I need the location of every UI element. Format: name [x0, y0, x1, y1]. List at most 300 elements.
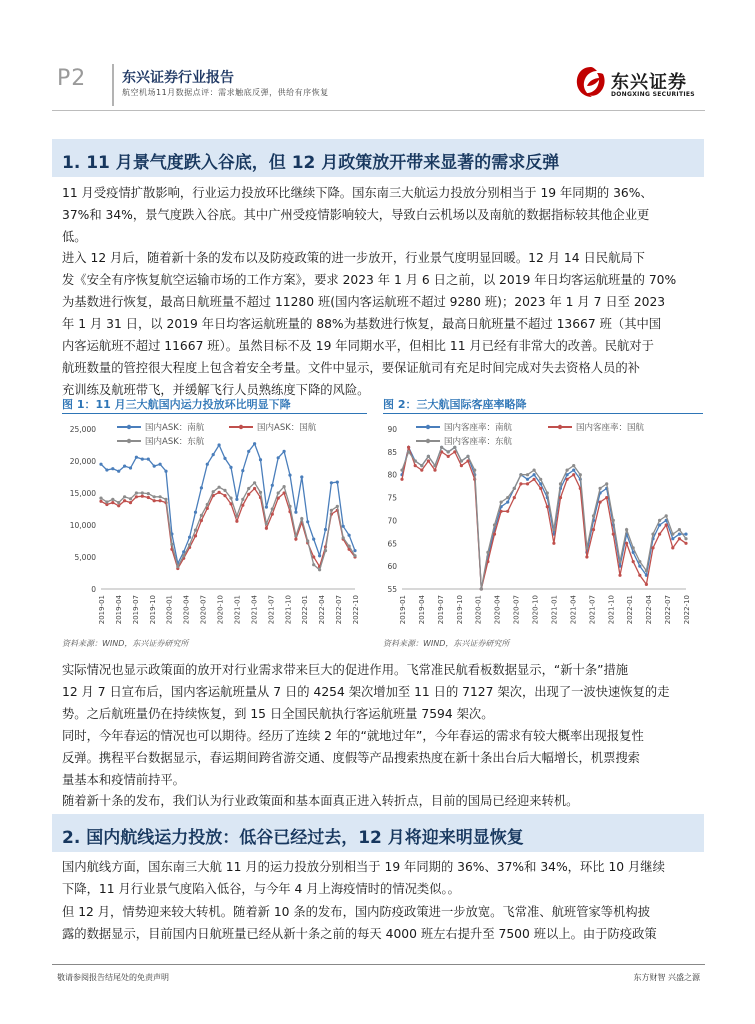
data-point: [348, 545, 351, 548]
data-point: [342, 536, 345, 539]
data-point: [506, 501, 509, 504]
figure1-source: 资料来源：WIND，东兴证券研究所: [62, 639, 189, 648]
data-point: [271, 507, 274, 510]
data-point: [348, 534, 351, 537]
data-point: [105, 500, 108, 503]
text-line: 低。: [62, 230, 87, 244]
series-line: [402, 447, 686, 589]
data-point: [526, 482, 529, 485]
data-point: [678, 537, 681, 540]
text-line: 反弹。携程平台数据显示，春运期间跨省游交通、度假等产品搜索热度在新十条出台后大幅增长，机票搜索: [62, 751, 640, 765]
text-line: 量基本和疫情前持平。: [62, 773, 185, 787]
figure1-line-chart: [57, 415, 367, 635]
data-point: [247, 487, 250, 490]
data-point: [625, 528, 628, 531]
data-point: [546, 491, 549, 494]
data-point: [513, 487, 516, 490]
data-point: [645, 583, 648, 586]
data-point: [218, 443, 221, 446]
data-point: [533, 469, 536, 472]
data-point: [123, 465, 126, 468]
text-line: 国内航线方面，国东南三大航 11 月的运力投放分别相当于 19 年同期的 36%、37%和 34%，环比 10 月继续: [62, 860, 665, 874]
data-point: [460, 464, 463, 467]
data-point: [658, 533, 661, 536]
data-point: [665, 523, 668, 526]
x-tick-label: 2021-01: [233, 595, 242, 625]
data-point: [447, 450, 450, 453]
figure1-title: 图 1：11 月三大航国内运力投放环比明显下降: [62, 398, 291, 411]
data-point: [212, 490, 215, 493]
data-point: [618, 560, 621, 563]
x-tick-label: 2020-04: [182, 595, 191, 625]
company-logo: [573, 64, 703, 104]
x-tick-label: 2022-01: [301, 595, 310, 625]
data-point: [466, 455, 469, 458]
data-point: [265, 527, 268, 530]
x-tick-label: 2021-04: [569, 595, 578, 625]
y-tick-label: 20,000: [69, 457, 96, 466]
text-line: 为基数进行恢复，最高日航班量不超过 11280 班(国内客运航班不超过 9280 班)；2023 年 1 月 7 日至 2023: [62, 295, 666, 309]
legend-marker: [426, 425, 430, 429]
x-tick-label: 2022-10: [683, 595, 691, 625]
section1-paragraph-3: [62, 659, 702, 725]
y-tick-label: 25,000: [69, 425, 96, 434]
text-line: 12 月 7 日宣布后，国内客运航班量从 7 日的 4254 架次增加至 11 日的 7127 架次，出现了一波快速恢复的走: [62, 685, 670, 699]
data-point: [671, 533, 674, 536]
data-point: [330, 509, 333, 512]
data-point: [283, 485, 286, 488]
data-point: [526, 478, 529, 481]
text-line: 实际情况也显示政策面的放开对行业需求带来巨大的促进作用。飞常准民航看板数据显示，“新十条”措施: [62, 663, 629, 677]
x-tick-label: 2020-04: [493, 595, 502, 625]
data-point: [206, 503, 209, 506]
data-point: [324, 528, 327, 531]
data-point: [493, 523, 496, 526]
data-point: [592, 528, 595, 531]
data-point: [420, 464, 423, 467]
data-point: [592, 514, 595, 517]
text-line: 同时，今年春运的情况也可以期待。经历了连续 2 年的“就地过年”，今年春运的需求有较大概率出现报复性: [62, 729, 644, 743]
data-point: [533, 473, 536, 476]
data-point: [200, 486, 203, 489]
data-point: [206, 463, 209, 466]
data-point: [141, 491, 144, 494]
data-point: [324, 549, 327, 552]
data-point: [265, 506, 268, 509]
data-point: [519, 473, 522, 476]
data-point: [200, 514, 203, 517]
data-point: [99, 463, 102, 466]
data-point: [277, 456, 280, 459]
data-point: [638, 574, 641, 577]
data-point: [129, 466, 132, 469]
data-point: [223, 494, 226, 497]
data-point: [678, 533, 681, 536]
data-point: [473, 469, 476, 472]
data-point: [247, 450, 250, 453]
text-line: 充训练及航班带飞，并缓解飞行人员熟练度下降的风险。: [62, 383, 370, 397]
data-point: [159, 499, 162, 502]
data-point: [414, 459, 417, 462]
x-tick-label: 2020-10: [216, 595, 225, 625]
data-point: [117, 470, 120, 473]
text-line: 势。之后航班量仍在持续恢复，到 15 日全国民航执行客运航班量 7594 架次。: [62, 707, 494, 721]
data-point: [135, 495, 138, 498]
data-point: [427, 455, 430, 458]
data-point: [229, 497, 232, 500]
data-point: [533, 478, 536, 481]
data-point: [99, 497, 102, 500]
data-point: [480, 587, 483, 590]
data-point: [123, 495, 126, 498]
text-line: 内客运航班不超过 11667 班）。虽然目标不及 19 年同期水平，但相比 11 月已经有非常大的改善。民航对于: [62, 339, 654, 353]
x-tick-label: 2021-07: [267, 595, 276, 625]
x-tick-label: 2019-01: [98, 595, 106, 625]
y-tick-label: 80: [387, 470, 397, 480]
x-tick-label: 2020-07: [199, 595, 208, 625]
footer-rule: [52, 964, 705, 965]
data-point: [599, 487, 602, 490]
data-point: [625, 542, 628, 545]
x-tick-label: 2019-04: [114, 595, 123, 625]
series-line: [402, 447, 686, 589]
data-point: [585, 546, 588, 549]
data-point: [605, 496, 608, 499]
data-point: [147, 496, 150, 499]
data-point: [159, 495, 162, 498]
section1-paragraph-5: [62, 790, 702, 812]
data-point: [247, 493, 250, 496]
data-point: [318, 568, 321, 571]
section1-paragraph-2: [62, 247, 702, 401]
data-point: [170, 543, 173, 546]
data-point: [330, 481, 333, 484]
text-line: 37%和 34%，景气度跌入谷底。其中广州受疫情影响较大，导致白云机场以及南航的数据指标较其他企业更: [62, 208, 650, 222]
data-point: [259, 491, 262, 494]
text-line: 年 1 月 31 日，以 2019 年日均客运航班量的 88%为基数进行恢复，最高日航班量不超过 13667 班（其中国: [62, 317, 662, 331]
data-point: [460, 459, 463, 462]
data-point: [288, 474, 291, 477]
data-point: [99, 500, 102, 503]
legend-marker: [558, 425, 562, 429]
x-tick-label: 2019-01: [399, 595, 407, 625]
series-line: [101, 444, 355, 564]
x-tick-label: 2019-07: [436, 595, 445, 625]
legend-marker: [127, 439, 131, 443]
text-line: 下降，11 月行业景气度陷入低谷，与今年 4 月上海疫情时的情况类似。。: [62, 882, 460, 896]
data-point: [684, 542, 687, 545]
data-point: [579, 473, 582, 476]
text-line: 航班数量的管控很大程度上包含着安全考量。文件中显示，要保证航司有充足时间完成对失去资格人员的补: [62, 361, 640, 375]
data-point: [153, 499, 156, 502]
data-point: [500, 510, 503, 513]
data-point: [539, 487, 542, 490]
section1-title: 1. 11 月景气度跌入谷底，但 12 月政策放开带来显著的需求反弹: [62, 153, 560, 173]
figure2-rule: [383, 413, 703, 414]
data-point: [235, 514, 238, 517]
y-tick-label: 15,000: [69, 489, 96, 498]
data-point: [141, 458, 144, 461]
data-point: [645, 569, 648, 572]
data-point: [678, 528, 681, 531]
data-point: [506, 496, 509, 499]
data-point: [182, 554, 185, 557]
data-point: [400, 469, 403, 472]
legend-marker: [426, 439, 430, 443]
data-point: [194, 511, 197, 514]
x-tick-label: 2019-04: [417, 595, 426, 625]
text-line: 但 12 月，情势迎来较大转机。随着新 10 条的发布，国内防疫政策进一步放宽。飞常准、航班管家等机构披: [62, 905, 650, 919]
data-point: [105, 468, 108, 471]
section2-paragraph-1: [62, 856, 702, 900]
data-point: [153, 495, 156, 498]
data-point: [241, 498, 244, 501]
legend-label: 国内客座率：国航: [576, 423, 645, 433]
data-point: [612, 533, 615, 536]
legend-label: 国内ASK：南航: [145, 423, 205, 433]
data-point: [141, 495, 144, 498]
data-point: [159, 463, 162, 466]
section1-paragraph-4: [62, 725, 702, 791]
data-point: [526, 473, 529, 476]
data-point: [235, 520, 238, 523]
report-series-title: 东兴证券行业报告: [122, 70, 234, 86]
data-point: [612, 519, 615, 522]
data-point: [684, 533, 687, 536]
data-point: [632, 546, 635, 549]
y-tick-label: 85: [387, 447, 397, 457]
y-tick-label: 10,000: [69, 521, 96, 530]
data-point: [486, 551, 489, 554]
x-tick-label: 2019-10: [148, 595, 157, 625]
x-tick-label: 2022-01: [626, 595, 635, 625]
data-point: [353, 554, 356, 557]
data-point: [638, 565, 641, 568]
data-point: [229, 466, 232, 469]
page-number: P2: [57, 66, 87, 91]
x-tick-label: 2022-07: [335, 595, 344, 625]
x-tick-label: 2022-04: [645, 595, 654, 625]
data-point: [433, 469, 436, 472]
text-line: 露的数据显示，目前国内日航班量已经从新十条之前的每天 4000 班左右提升至 7500 班以上。由于防疫政策: [62, 927, 657, 941]
data-point: [164, 498, 167, 501]
x-tick-label: 2021-10: [284, 595, 293, 625]
y-tick-label: 0: [91, 585, 96, 594]
data-point: [129, 497, 132, 500]
data-point: [552, 542, 555, 545]
data-point: [414, 464, 417, 467]
section1-paragraph-1: [62, 182, 702, 248]
figure2-title: 图 2：三大航国际客座率略降: [383, 398, 527, 411]
legend-label: 国内客座率：南航: [444, 423, 513, 433]
data-point: [129, 501, 132, 504]
data-point: [194, 534, 197, 537]
figure1-rule: [62, 413, 367, 414]
section2-paragraph-2: [62, 901, 702, 945]
data-point: [513, 496, 516, 499]
data-point: [241, 469, 244, 472]
data-point: [433, 464, 436, 467]
data-point: [427, 459, 430, 462]
footer-slogan: 东方财智 兴盛之源: [633, 973, 700, 982]
x-tick-label: 2020-01: [474, 595, 483, 625]
data-point: [539, 478, 542, 481]
data-point: [559, 496, 562, 499]
data-point: [407, 446, 410, 449]
x-tick-label: 2021-04: [250, 595, 259, 625]
x-tick-label: 2019-10: [455, 595, 464, 625]
data-point: [671, 546, 674, 549]
data-point: [506, 510, 509, 513]
data-point: [400, 478, 403, 481]
data-point: [572, 469, 575, 472]
data-point: [665, 514, 668, 517]
series-line: [402, 447, 686, 589]
x-tick-label: 2022-04: [318, 595, 327, 625]
data-point: [353, 549, 356, 552]
x-tick-label: 2019-07: [131, 595, 140, 625]
text-line: 11 月受疫情扩散影响，行业运力投放环比继续下降。国东南三大航运力投放分别相当于 19 年同期的 36%、: [62, 186, 653, 200]
data-point: [153, 465, 156, 468]
data-point: [164, 470, 167, 473]
data-point: [271, 484, 274, 487]
data-point: [447, 455, 450, 458]
data-point: [218, 491, 221, 494]
text-line: 发《安全有序恢复航空运输市场的工作方案》，要求 2023 年 1 月 6 日之前，以 2019 年日均客运航班量的 70%: [62, 273, 677, 287]
report-subtitle: 航空机场11月数据点评：需求触底反弹，供给有序恢复: [122, 88, 329, 97]
data-point: [117, 501, 120, 504]
x-tick-label: 2020-10: [531, 595, 540, 625]
x-tick-label: 2021-10: [607, 595, 616, 625]
data-point: [294, 511, 297, 514]
data-point: [318, 554, 321, 557]
figure2-source: 资料来源：WIND，东兴证券研究所: [383, 639, 510, 648]
legend-marker: [239, 425, 243, 429]
data-point: [135, 491, 138, 494]
data-point: [300, 517, 303, 520]
logo-swirl-icon: [573, 64, 609, 100]
data-point: [111, 498, 114, 501]
legend-label: 国内ASK：东航: [145, 437, 205, 447]
data-point: [294, 538, 297, 541]
data-point: [566, 478, 569, 481]
data-point: [253, 481, 256, 484]
header-rule: [52, 110, 705, 111]
series-line: [101, 483, 355, 570]
data-point: [300, 475, 303, 478]
text-line: 随着新十条的发布，我们认为行业政策面和基本面真正进入转折点，目前的国局已经迎来转机。: [62, 794, 579, 808]
legend-label: 国内客座率：东航: [444, 437, 513, 447]
data-point: [312, 538, 315, 541]
figure2-line-chart: [378, 415, 698, 635]
data-point: [599, 501, 602, 504]
data-point: [117, 504, 120, 507]
data-point: [342, 525, 345, 528]
x-tick-label: 2022-10: [352, 595, 360, 625]
data-point: [288, 505, 291, 508]
data-point: [223, 457, 226, 460]
data-point: [566, 469, 569, 472]
data-point: [123, 499, 126, 502]
data-point: [658, 519, 661, 522]
data-point: [223, 489, 226, 492]
footer-disclaimer: 敬请参阅报告结尾处的免责声明: [57, 973, 169, 982]
logo-text-cn: 东兴证券: [611, 72, 687, 93]
data-point: [420, 469, 423, 472]
data-point: [440, 446, 443, 449]
data-point: [618, 574, 621, 577]
data-point: [253, 442, 256, 445]
data-point: [147, 492, 150, 495]
data-point: [218, 486, 221, 489]
data-point: [546, 505, 549, 508]
data-point: [684, 537, 687, 540]
data-point: [259, 458, 262, 461]
legend-marker: [127, 425, 131, 429]
y-tick-label: 5,000: [74, 553, 96, 562]
data-point: [605, 482, 608, 485]
data-point: [283, 450, 286, 453]
data-point: [265, 522, 268, 525]
x-tick-label: 2020-01: [165, 595, 174, 625]
data-point: [194, 529, 197, 532]
data-point: [135, 456, 138, 459]
y-tick-label: 65: [387, 539, 397, 549]
data-point: [147, 458, 150, 461]
y-tick-label: 60: [387, 562, 397, 572]
data-point: [188, 543, 191, 546]
header-divider: [112, 64, 114, 106]
x-tick-label: 2021-01: [550, 595, 559, 625]
logo-text-en: DONGXING SECURITIES: [611, 91, 695, 98]
y-tick-label: 90: [387, 425, 397, 434]
data-point: [638, 560, 641, 563]
data-point: [306, 539, 309, 542]
data-point: [212, 453, 215, 456]
data-point: [312, 563, 315, 566]
x-tick-label: 2021-07: [588, 595, 597, 625]
data-point: [336, 505, 339, 508]
data-point: [572, 464, 575, 467]
data-point: [294, 534, 297, 537]
data-point: [632, 560, 635, 563]
data-point: [407, 450, 410, 453]
x-tick-label: 2020-07: [512, 595, 521, 625]
data-point: [651, 546, 654, 549]
data-point: [235, 498, 238, 501]
data-point: [559, 482, 562, 485]
data-point: [651, 533, 654, 536]
data-point: [519, 482, 522, 485]
section2-title: 2. 国内航线运力投放：低谷已经过去，12 月将迎来明显恢复: [62, 828, 524, 848]
data-point: [585, 555, 588, 558]
data-point: [111, 467, 114, 470]
data-point: [176, 565, 179, 568]
data-point: [500, 501, 503, 504]
text-line: 进入 12 月后，随着新十条的发布以及防疫政策的进一步放开，行业景气度明显回暖。12 月 14 日民航局下: [62, 251, 645, 265]
y-tick-label: 70: [387, 516, 397, 526]
data-point: [111, 501, 114, 504]
x-tick-label: 2022-07: [664, 595, 673, 625]
data-point: [336, 481, 339, 484]
legend-label: 国内ASK：国航: [257, 423, 317, 433]
series-line: [101, 489, 355, 569]
data-point: [552, 528, 555, 531]
y-tick-label: 75: [387, 493, 397, 503]
data-point: [277, 491, 280, 494]
data-point: [493, 533, 496, 536]
data-point: [188, 536, 191, 539]
